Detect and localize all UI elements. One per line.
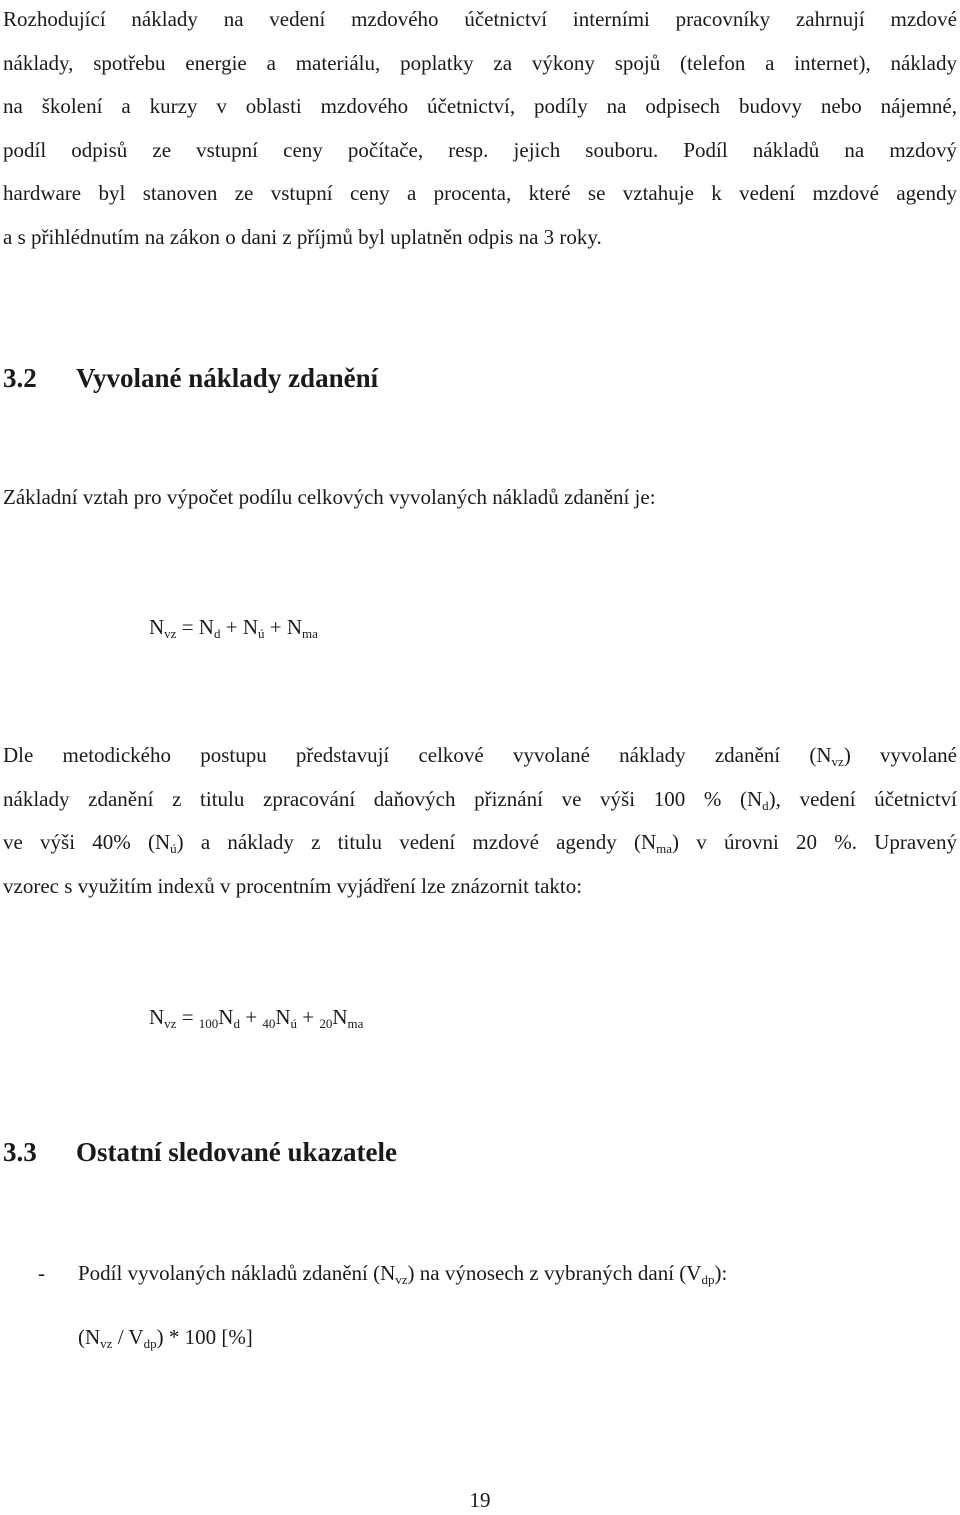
section-intro	[3, 476, 957, 520]
page-number: 19	[469, 1488, 491, 1512]
text-line: Základní vztah pro výpočet podílu celkových vyvolaných nákladů zdanění je:	[3, 485, 656, 509]
formula-weighted: $N_{vz} = _{100}N_d + _{40}N_ú + _{20}N_{ma}$	[149, 1005, 364, 1031]
section-title: Ostatní sledované ukazatele	[76, 1137, 397, 1167]
section-heading-3-3	[3, 1136, 397, 1168]
text-line: náklady zdanění z titulu zpracování daňových přiznání ve výši 100 % $(N_d)$, vedení účetnictví	[3, 786, 957, 813]
section-number: 3.3	[3, 1137, 37, 1167]
section-heading-3-2	[3, 362, 378, 394]
text-line: a s přihlédnutím na zákon o dani z příjmů byl uplatněn odpis na 3 roky.	[3, 224, 602, 249]
text-line: hardware byl stanoven ze vstupní ceny a procenta, které se vztahuje k vedení mzdové agendy	[3, 181, 957, 205]
section-number: 3.2	[3, 363, 37, 393]
section-title: Vyvolané náklady zdanění	[76, 363, 379, 393]
intro-paragraph	[3, 0, 957, 259]
bullet-text: Podíl vyvolaných nákladů zdanění $(N_{vz})$ na výnosech z vybraných daní $(V_{dp})$:	[78, 1261, 728, 1287]
text-line: vzorec s využitím indexů v procentním vyjádření lze znázornit takto:	[3, 873, 583, 898]
text-line: Rozhodující náklady na vedení mzdového účetnictví interními pracovníky zahrnují mzdové	[3, 7, 957, 31]
text-line: podíl odpisů ze vstupní ceny počítače, resp. jejich souboru. Podíl nákladů na mzdový	[3, 137, 957, 162]
text-line: Dle metodického postupu představují celkové vyvolané náklady zdanění $(N_{vz})$ vyvolané	[3, 743, 957, 769]
ratio-formula: $(N_{vz} / V_{dp}) * 100$ [%]	[78, 1325, 253, 1351]
bullet-dash: -	[38, 1261, 45, 1285]
text-line: na školení a kurzy v oblasti mzdového účetnictví, podíly na odpisech budovy nebo nájemné,	[3, 94, 957, 118]
text-line: ve výši 40% $(N_ú)$ a náklady z titulu vedení mzdové agendy $(N_{ma})$ v úrovni 20 %. Upravený	[3, 830, 958, 856]
text-line: náklady, spotřebu energie a materiálu, poplatky za výkony spojů (telefon a internet), náklady	[3, 50, 957, 75]
methodology-paragraph	[3, 734, 957, 908]
formula-basic: $N_{vz} = N_d + N_ú + N_{ma}$	[149, 615, 318, 641]
